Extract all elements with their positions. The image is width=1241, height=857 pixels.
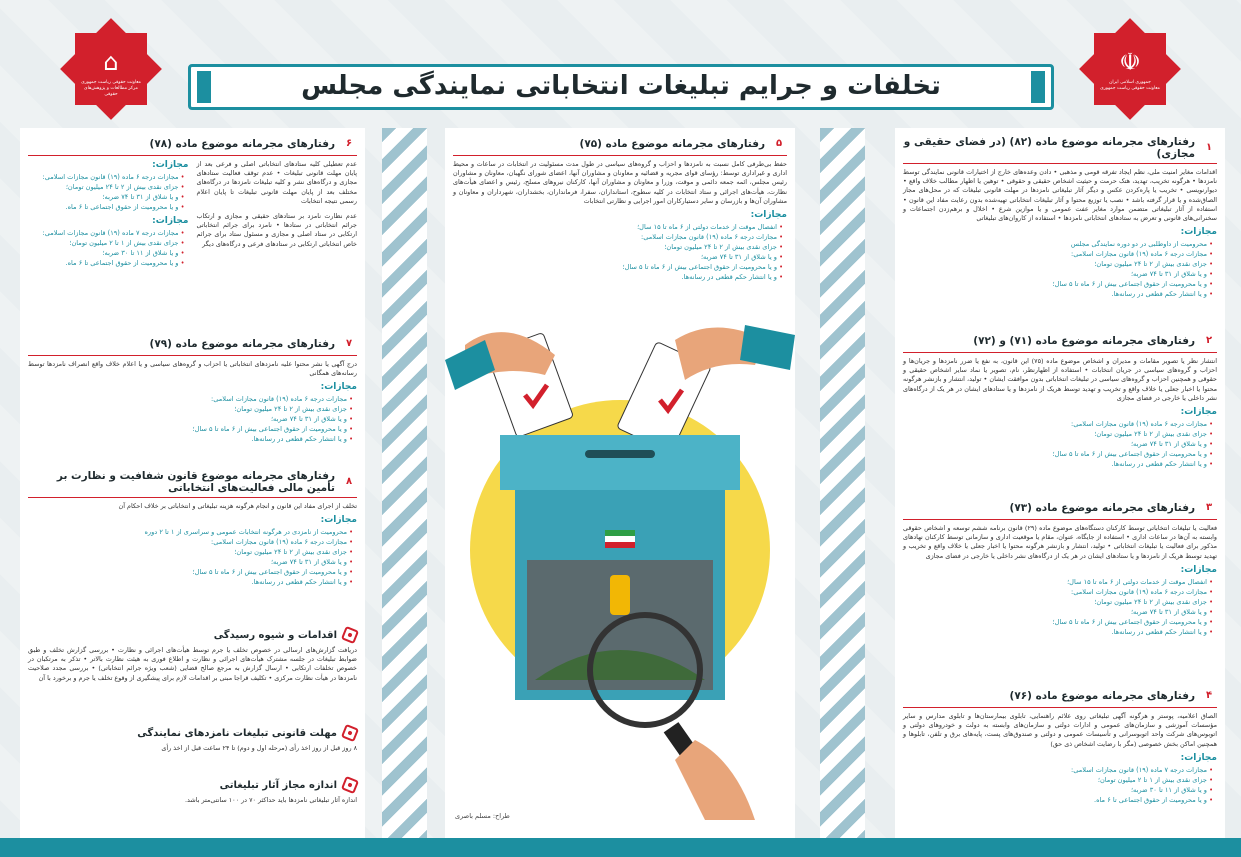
- penalty-item: • و یا شلاق از ۱۱ تا ۳۰ ضربه؛: [903, 785, 1213, 795]
- page-title: تخلفات و جرایم تبلیغات انتخاباتی نمایندگی مجلس: [301, 71, 941, 101]
- section-6: [28, 136, 357, 268]
- section-body: درج آگهی یا نشر محتوا علیه نامزدهای انتخاباتی یا احزاب و گروه‌های سیاسی و یا اعلام خلاف واقع انصراف نامزدها توسط رسانه‌های همگانی: [28, 360, 357, 378]
- penalty-item: • جزای نقدی بیش از ۲ تا ۲۴ میلیون تومان؛: [453, 242, 783, 252]
- penalties-label: مجازات:: [1180, 564, 1217, 575]
- penalty-item: • انفصال موقت از خدمات دولتی از ۶ ماه تا ۱۵ سال؛: [903, 577, 1213, 587]
- penalty-item: • مجازات درجه ۶ ماده (۱۹) قانون مجازات اسلامی:: [28, 172, 185, 182]
- section-body: عدم نظارت نامزد بر ستادهای حقیقی و مجازی و ارتکاب جرائم انتخاباتی در ستادها • نامزد برای جرائم انتخاباتی ارتکابی در ستاد اصلی و مجازی و مسئول ستاد برای جرائم خاص انتخاباتی ارتکابی در ستادهای فرعی و درگاه‌های دیگر: [196, 212, 357, 248]
- section-body: اقدامات مغایر امنیت ملی، نظم ایجاد تفرقه قومی و مذهبی • دادن وعده‌های خارج از اختیارات قانونی نمایندگی توسط نامزدها • هرگونه تخریب، تهدید، هتک حرمت و حیثیت اشخاص حقیقی و حقوقی • توهین یا اظهار مطالب خلاف واقع • دیوارنویسی • تخریب یا پاره‌کردن عکس و دیگر آثار تبلیغاتی نامزدها در مهلت قانونی تبلیغات که در محل‌های مجاز الصاق‌شده و یا قرار گرفته باشد • نصب یا توزیع محتوا و آثار تبلیغات انتخاباتی تهیه‌شده بدون رعایت مفاد این قانون • استفاده از آثار تبلیغاتی متضمن موارد مغایر عفت عمومی و یا موازین شرع • اخلال و برهم‌زدن اجتماعات و سخنرانی‌های قانونی و تعرض به ستادهای انتخاباتی نامزدها • استفاده از کاروان‌های تبلیغاتی: [903, 168, 1217, 223]
- penalty-item: • و یا شلاق از ۳۱ تا ۷۴ ضربه؛: [28, 192, 185, 202]
- penalties-label: مجازات:: [750, 210, 787, 221]
- penalty-item: • مجازات درجه ۷ ماده (۱۹) قانون مجازات اسلامی:: [903, 765, 1213, 775]
- penalties-list: [28, 394, 357, 444]
- penalty-item: • مجازات درجه ۶ ماده (۱۹) قانون مجازات اسلامی:: [903, 419, 1213, 429]
- penalty-item: • و یا شلاق از ۳۱ تا ۷۴ ضربه؛: [903, 439, 1213, 449]
- penalties-label: مجازات:: [152, 160, 189, 170]
- penalties-list: [903, 765, 1217, 805]
- block-title: اندازه مجاز آثار تبلیغاتی: [219, 779, 337, 791]
- penalties-list: [28, 172, 189, 212]
- section-number: ۸: [345, 476, 353, 487]
- footer-band: [0, 838, 1241, 857]
- padlock-icon: [610, 575, 630, 615]
- section-title: رفتارهای مجرمانه موضوع ماده (۷۳): [1009, 502, 1195, 514]
- penalty-item: • و یا محرومیت از حقوق اجتماعی بیش از ۶ ماه تا ۵ سال؛: [903, 279, 1213, 289]
- penalty-item: • مجازات درجه ۶ ماده (۱۹) قانون مجازات اسلامی:: [28, 394, 353, 404]
- penalties-label: مجازات:: [152, 216, 189, 226]
- procedures-block: [28, 628, 357, 683]
- designer-credit: طراح: مسلم باصری: [455, 812, 510, 820]
- section-body: الصاق اعلامیه، پوستر و هرگونه آگهی تبلیغاتی روی علائم راهنمایی، تابلوی بیمارستان‌ها و تابلوی مدارس و سایر مؤسسات آموزشی و سازمان‌های عمومی و ادارات دولتی و سازمان‌های وابسته به دولت و خودروهای دولتی و اتوبوس‌های شرکت واحد اتوبوسرانی و تأسیسات عمومی و دولتی و صندوق‌های پست، پایه‌های برق و تلفن، تابلوها و همچنین اماکن بخش خصوصی (مگر با رضایت اشخاص ذی حق): [903, 712, 1217, 748]
- section-body: عدم تعطیلی کلیه ستادهای انتخاباتی اصلی و فرعی بعد از پایان مهلت قانونی تبلیغات • عدم توقف فعالیت ستادهای مجازی و درگاه‌های نشر و کلیه تبلیغات نامزدها در درگاه‌های مختلف بعد از پایان مهلت قانونی تبلیغات تا پایان اعلام رسمی نتیجه انتخابات: [196, 160, 357, 205]
- section-7: [28, 336, 357, 444]
- penalties-list: [28, 228, 189, 268]
- logo-caption: جمهوری اسلامی ایران: [1109, 80, 1151, 85]
- penalties-label: مجازات:: [320, 515, 357, 526]
- section-number: ۳: [1205, 502, 1213, 513]
- penalty-item: • مجازات درجه ۶ ماده (۱۹) قانون مجازات اسلامی:: [28, 537, 353, 547]
- decorative-stripe: [820, 128, 865, 838]
- penalty-item: • و یا شلاق از ۳۱ تا ۷۴ ضربه؛: [903, 607, 1213, 617]
- penalty-item: • جزای نقدی بیش از ۱ تا ۲ میلیون تومان؛: [903, 775, 1213, 785]
- octagon-icon: [341, 724, 359, 742]
- penalties-list: [28, 527, 357, 587]
- penalty-item: • جزای نقدی بیش از ۲ تا ۲۴ میلیون تومان؛: [28, 404, 353, 414]
- section-title: رفتارهای مجرمانه موضوع ماده (۷۱) و (۷۲): [973, 335, 1195, 347]
- section-body: تخلف از اجرای مفاد این قانون و انجام هرگونه هزینه تبلیغاتی و انتخاباتی بر خلاف احکام آن: [118, 502, 357, 510]
- penalties-label: مجازات:: [1180, 227, 1217, 238]
- penalties-list: [453, 222, 787, 282]
- penalty-item: • و یا شلاق از ۳۱ تا ۷۴ ضربه؛: [903, 269, 1213, 279]
- penalty-item: • و یا محرومیت از حقوق اجتماعی بیش از ۶ ماه تا ۵ سال؛: [903, 617, 1213, 627]
- penalty-item: • و یا محرومیت از حقوق اجتماعی تا ۶ ماه.: [28, 202, 185, 212]
- section-number: ۷: [345, 338, 353, 349]
- penalty-item: • مجازات درجه ۶ ماده (۱۹) قانون مجازات اسلامی:: [903, 587, 1213, 597]
- penalty-item: • و یا شلاق از ۱۱ تا ۳۰ ضربه؛: [28, 248, 185, 258]
- penalty-item: • و یا محرومیت از حقوق اجتماعی تا ۶ ماه.: [903, 795, 1213, 805]
- penalty-item: • جزای نقدی بیش از ۲ تا ۲۴ میلیون تومان؛: [903, 429, 1213, 439]
- penalty-item: • و یا انتشار حکم قطعی در رسانه‌ها.: [453, 272, 783, 282]
- section-1: [903, 136, 1217, 299]
- penalty-item: • و یا انتشار حکم قطعی در رسانه‌ها.: [903, 627, 1213, 637]
- section-title: رفتارهای مجرمانه موضوع قانون شفافیت و نظارت بر تأمین مالی فعالیت‌های انتخاباتی: [56, 470, 335, 494]
- ballot-box-illustration: [445, 300, 795, 820]
- section-body: فعالیت یا تبلیغات انتخاباتی توسط کارکنان دستگاه‌های موضوع ماده (۲۹) قانون برنامه ششم توسعه و اشخاص حقوقی وابسته به آن‌ها در ساعات اداری • استفاده از جایگاه، عنوان، مقام یا موقعیت اداری و سازمانی توسط کارکنان نهادهای مذکور برای فعالیت یا تبلیغات انتخاباتی • تولید، انتشار و بازنشر هرگونه محتوا یا اخبار جعلی یا خلاف واقع و تخریب و تهدید توسط هریک از نامزدها و یا ستادهای ایشان در هر یک از درگاه‌های نشر داخلی یا خارجی در فضای مجازی: [903, 524, 1217, 560]
- penalty-item: • و یا شلاق از ۳۱ تا ۷۴ ضربه؛: [453, 252, 783, 262]
- penalty-item: • و یا محرومیت از حقوق اجتماعی بیش از ۶ ماه تا ۵ سال؛: [28, 567, 353, 577]
- penalty-item: • جزای نقدی بیش از ۱ تا ۲ میلیون تومان؛: [28, 238, 185, 248]
- penalty-item: • مجازات درجه ۶ ماده (۱۹) قانون مجازات اسلامی:: [903, 249, 1213, 259]
- block-body: ۸ روز قبل از روز اخذ رأی (مرحله اول و دوم) تا ۲۴ ساعت قبل از اخذ رأی: [161, 744, 357, 752]
- penalty-item: • و یا محرومیت از حقوق اجتماعی بیش از ۶ ماه تا ۵ سال؛: [453, 262, 783, 272]
- section-number: ۲: [1205, 335, 1213, 346]
- section-number: ۱: [1205, 142, 1213, 153]
- penalty-item: • و یا شلاق از ۳۱ تا ۷۴ ضربه؛: [28, 557, 353, 567]
- penalty-item: • محرومیت از داوطلبی در دو دوره نمایندگی مجلس: [903, 239, 1213, 249]
- penalty-item: • و یا محرومیت از حقوق اجتماعی بیش از ۶ ماه تا ۵ سال؛: [28, 424, 353, 434]
- penalties-list: [903, 239, 1217, 299]
- right-column: [895, 128, 1225, 838]
- section-5: [453, 136, 787, 282]
- section-title: رفتارهای مجرمانه موضوع ماده (۷۵): [579, 138, 765, 150]
- poster-size-block: [28, 778, 357, 805]
- penalties-list: [903, 419, 1217, 469]
- penalty-item: • انفصال موقت از خدمات دولتی از ۶ ماه تا ۱۵ سال؛: [453, 222, 783, 232]
- logo-caption: معاونت حقوقی ریاست جمهوری: [1100, 86, 1160, 91]
- penalty-item: • و یا انتشار حکم قطعی در رسانه‌ها.: [28, 577, 353, 587]
- section-title: رفتارهای مجرمانه موضوع ماده (۷۹): [149, 338, 335, 350]
- section-3: [903, 500, 1217, 637]
- iran-flag-icon: [605, 530, 635, 536]
- block-title: اقدامات و شیوه رسیدگی: [213, 629, 337, 641]
- section-8: [28, 470, 357, 587]
- left-column: [20, 128, 365, 838]
- section-number: ۴: [1205, 690, 1213, 701]
- penalty-item: • جزای نقدی بیش از ۲ تا ۲۴ میلیون تومان؛: [903, 597, 1213, 607]
- octagon-icon: [341, 776, 359, 794]
- left-hand-with-ballot: [445, 332, 574, 437]
- logo-caption: مرکز مطالعات و پژوهش‌های حقوقی: [84, 86, 138, 97]
- iran-emblem-icon: ☫: [1119, 48, 1141, 76]
- section-4: [903, 688, 1217, 805]
- emblem-logo-right: [1089, 28, 1171, 110]
- penalty-item: • و یا محرومیت از حقوق اجتماعی تا ۶ ماه.: [28, 258, 185, 268]
- penalty-item: • مجازات درجه ۶ ماده (۱۹) قانون مجازات اسلامی:: [453, 232, 783, 242]
- penalty-item: • و یا شلاق از ۳۱ تا ۷۴ ضربه؛: [28, 414, 353, 424]
- decorative-stripe: [382, 128, 427, 838]
- penalty-item: • و یا انتشار حکم قطعی در رسانه‌ها.: [903, 289, 1213, 299]
- penalty-item: • جزای نقدی بیش از ۲ تا ۲۴ میلیون تومان؛: [28, 547, 353, 557]
- ballot-box: [500, 435, 740, 700]
- campaign-period-block: [28, 726, 357, 753]
- logo-caption: معاونت حقوقی ریاست جمهوری: [81, 80, 141, 85]
- block-body: اندازه آثار تبلیغاتی نامزدها باید حداکثر ۷۰ در ۱۰۰ سانتی‌متر باشد.: [185, 796, 357, 804]
- penalty-item: • جزای نقدی بیش از ۲ تا ۲۴ میلیون تومان؛: [903, 259, 1213, 269]
- penalty-item: • محرومیت از نامزدی در هرگونه انتخابات عمومی و سراسری از ۱ تا ۲ دوره: [28, 527, 353, 537]
- penalty-item: • و یا انتشار حکم قطعی در رسانه‌ها.: [28, 434, 353, 444]
- section-body: حفظ بی‌طرفی کامل نسبت به نامزدها و احزاب و گروه‌های سیاسی در طول مدت مسئولیت در انتخابات در ساعات و محیط اداری و غیراداری توسط: رؤسای قوای مجریه و قضائیه و معاونان و مشاوران آنها، اعضای شورای نگهبان، معاونان و مشاوران رئیس مجلس، ائمه جمعه دائمی و موقت، وزرا و معاونان و مشاوران آنها، کارکنان نیروهای مسلح، رئیس و اعضای هیأت‌های نظارت، هیأت‌های اجرائی و ستاد انتخابات در کلیه سطوح، استانداران، سفرا، فرمانداران، بخشداران، شهرداران و معاونان و مشاوران آن‌ها و بازرسان و سایر دستیارکاران امور اجرایی و نظارتی انتخابات: [453, 160, 787, 205]
- penalty-item: • جزای نقدی بیش از ۲ تا ۲۴ میلیون تومان؛: [28, 182, 185, 192]
- penalties-label: مجازات:: [1180, 752, 1217, 763]
- section-body: انتشار نظر یا تصویر مقامات و مدیران و اشخاص موضوع ماده (۷۵) این قانون، به نفع یا ضرر نامزدها و جریان‌ها و احزاب و گروه‌های سیاسی در جریان انتخابات • استفاده از اظهارنظر، نام، تصویر یا نماد سایر اشخاص حقیقی و حقوقی و همچنین احزاب و گروه‌های سیاسی در تبلیغات انتخاباتی بدون موافقت ایشان • تولید، انتشار و بازنشر هرگونه محتوا یا اخبار جعلی یا خلاف واقع و تخریب و تهدید توسط هریک از نامزدها و یا ستادهای ایشان در هر یک از درگاه‌های نشر داخلی یا خارجی در فضای مجازی: [903, 357, 1217, 402]
- octagon-icon: [341, 626, 359, 644]
- penalties-list: [903, 577, 1217, 637]
- penalty-item: • و یا محرومیت از حقوق اجتماعی بیش از ۶ ماه تا ۵ سال؛: [903, 449, 1213, 459]
- penalties-label: مجازات:: [320, 382, 357, 393]
- section-title: رفتارهای مجرمانه موضوع ماده (۸۲) (در فضای حقیقی و مجازی): [903, 136, 1195, 160]
- block-body: دریافت گزارش‌های ارسالی در خصوص تخلف یا جرم توسط هیأت‌های اجرائی و نظارت • بررسی گزارش تخلف و طبق ضوابط تبلیغات در جلسه مشترک هیأت‌های اجرائی و نظارت و اطلاع فوری به هیئت نظارت بالاتر • تذکر به مرتکبان در خصوص تخلفات ارتکابی • ارسال گزارش به مرجع صالح قضایی (شعب ویژه جرائم انتخاباتی) • بررسی مجدد صلاحیت نامزدها در هیأت نظارت مرکزی • تکلیف قراجا مبنی بر اقدامات لازم برای پیشگیری از وقوع تخلف یا جرم و برخورد با آن: [28, 646, 357, 682]
- penalty-item: • و یا انتشار حکم قطعی در رسانه‌ها.: [903, 459, 1213, 469]
- block-title: مهلت قانونی تبلیغات نامزدهای نمایندگی: [137, 727, 337, 739]
- section-title: رفتارهای مجرمانه موضوع ماده (۷۶): [1009, 690, 1195, 702]
- section-number: ۵: [775, 138, 783, 149]
- organization-emblem-icon: ⌂: [103, 48, 119, 76]
- title-banner: [188, 64, 1054, 110]
- emblem-logo-left: [70, 28, 152, 110]
- penalties-label: مجازات:: [1180, 407, 1217, 418]
- section-number: ۶: [345, 138, 353, 149]
- penalty-item: • مجازات درجه ۷ ماده (۱۹) قانون مجازات اسلامی:: [28, 228, 185, 238]
- section-title: رفتارهای مجرمانه موضوع ماده (۷۸): [149, 138, 335, 150]
- section-2: [903, 333, 1217, 469]
